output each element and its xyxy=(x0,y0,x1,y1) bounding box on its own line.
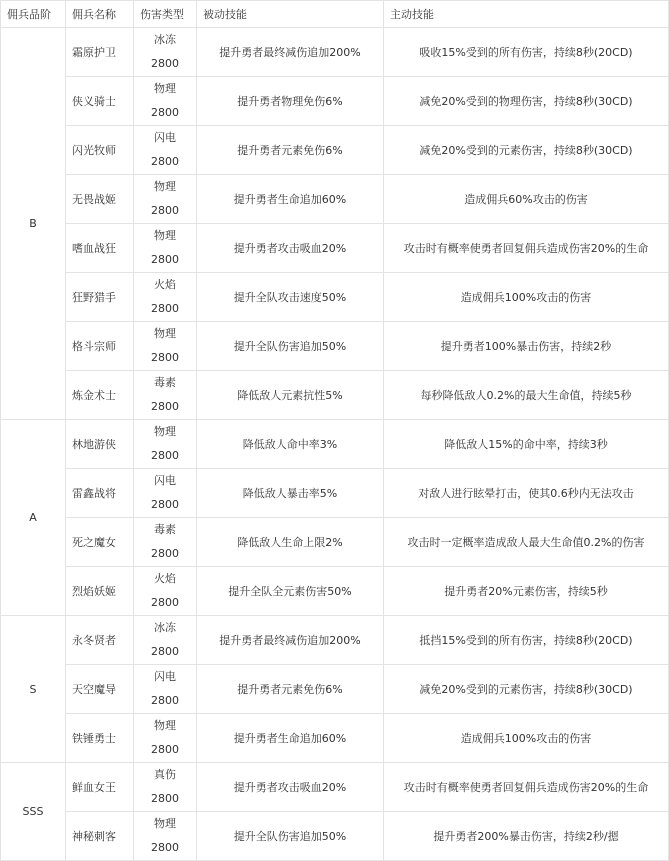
damage-type: 物理 xyxy=(154,82,176,95)
passive-skill: 提升勇者元素免伤6% xyxy=(197,126,384,175)
active-skill: 减免20%受到的元素伤害，持续8秒(30CD) xyxy=(384,126,669,175)
mercenary-name: 永冬贤者 xyxy=(66,616,134,665)
active-skill: 吸收15%受到的所有伤害，持续8秒(20CD) xyxy=(384,28,669,77)
damage-cell xyxy=(134,763,197,812)
passive-skill: 提升全队全元素伤害50% xyxy=(197,567,384,616)
mercenary-name: 死之魔女 xyxy=(66,518,134,567)
header-rank: 佣兵品阶 xyxy=(1,1,66,28)
passive-skill: 提升勇者元素免伤6% xyxy=(197,665,384,714)
passive-skill: 降低敌人生命上限2% xyxy=(197,518,384,567)
damage-value: 2800 xyxy=(151,57,179,70)
mercenary-name: 烈焰妖姬 xyxy=(66,567,134,616)
table-row xyxy=(1,469,669,518)
damage-type: 物理 xyxy=(154,229,176,242)
active-skill: 造成佣兵60%攻击的伤害 xyxy=(384,175,669,224)
damage-value: 2800 xyxy=(151,694,179,707)
damage-value: 2800 xyxy=(151,253,179,266)
rank-cell: A xyxy=(1,420,66,616)
passive-skill: 降低敌人暴击率5% xyxy=(197,469,384,518)
table-row xyxy=(1,763,669,812)
passive-skill: 提升勇者生命追加60% xyxy=(197,714,384,763)
table-row xyxy=(1,420,669,469)
table-row xyxy=(1,812,669,861)
mercenary-name: 雷鑫战将 xyxy=(66,469,134,518)
damage-cell xyxy=(134,665,197,714)
damage-value: 2800 xyxy=(151,498,179,511)
table-row xyxy=(1,175,669,224)
passive-skill: 提升全队伤害追加50% xyxy=(197,812,384,861)
mercenary-name: 炼金术士 xyxy=(66,371,134,420)
passive-skill: 提升全队攻击速度50% xyxy=(197,273,384,322)
damage-cell xyxy=(134,714,197,763)
damage-value: 2800 xyxy=(151,449,179,462)
damage-type: 冰冻 xyxy=(154,621,176,634)
header-row xyxy=(1,1,669,28)
damage-cell xyxy=(134,126,197,175)
damage-type: 物理 xyxy=(154,180,176,193)
active-skill: 降低敌人15%的命中率，持续3秒 xyxy=(384,420,669,469)
mercenary-name: 霜原护卫 xyxy=(66,28,134,77)
damage-cell xyxy=(134,616,197,665)
damage-cell xyxy=(134,371,197,420)
active-skill: 提升勇者200%暴击伤害，持续2秒/摁 xyxy=(384,812,669,861)
active-skill: 提升勇者100%暴击伤害，持续2秒 xyxy=(384,322,669,371)
passive-skill: 提升勇者最终减伤追加200% xyxy=(197,28,384,77)
damage-cell xyxy=(134,28,197,77)
mercenary-name: 铁锤勇士 xyxy=(66,714,134,763)
mercenary-name: 林地游侠 xyxy=(66,420,134,469)
active-skill: 每秒降低敌人0.2%的最大生命值，持续5秒 xyxy=(384,371,669,420)
active-skill: 抵挡15%受到的所有伤害，持续8秒(20CD) xyxy=(384,616,669,665)
damage-cell xyxy=(134,812,197,861)
damage-value: 2800 xyxy=(151,645,179,658)
table-row xyxy=(1,322,669,371)
passive-skill: 提升全队伤害追加50% xyxy=(197,322,384,371)
header-passive-skill: 被动技能 xyxy=(197,1,384,28)
mercenary-name: 嗜血战狂 xyxy=(66,224,134,273)
damage-type: 火焰 xyxy=(154,572,176,585)
damage-type: 真伤 xyxy=(154,768,176,781)
mercenary-name: 无畏战姬 xyxy=(66,175,134,224)
damage-value: 2800 xyxy=(151,547,179,560)
passive-skill: 提升勇者攻击吸血20% xyxy=(197,763,384,812)
mercenary-name: 狂野猎手 xyxy=(66,273,134,322)
active-skill: 攻击时有概率使勇者回复佣兵造成伤害20%的生命 xyxy=(384,224,669,273)
passive-skill: 提升勇者最终减伤追加200% xyxy=(197,616,384,665)
damage-cell xyxy=(134,175,197,224)
damage-value: 2800 xyxy=(151,596,179,609)
passive-skill: 提升勇者生命追加60% xyxy=(197,175,384,224)
table-row xyxy=(1,77,669,126)
table-row xyxy=(1,224,669,273)
mercenary-name: 格斗宗师 xyxy=(66,322,134,371)
damage-type: 闪电 xyxy=(154,474,176,487)
damage-cell xyxy=(134,469,197,518)
damage-type: 闪电 xyxy=(154,131,176,144)
damage-value: 2800 xyxy=(151,106,179,119)
damage-value: 2800 xyxy=(151,302,179,315)
damage-value: 2800 xyxy=(151,155,179,168)
passive-skill: 降低敌人命中率3% xyxy=(197,420,384,469)
damage-type: 物理 xyxy=(154,719,176,732)
table-row xyxy=(1,126,669,175)
damage-type: 毒素 xyxy=(154,523,176,536)
rank-cell: SSS xyxy=(1,763,66,861)
damage-cell xyxy=(134,224,197,273)
damage-value: 2800 xyxy=(151,743,179,756)
damage-value: 2800 xyxy=(151,351,179,364)
damage-type: 火焰 xyxy=(154,278,176,291)
table-row xyxy=(1,28,669,77)
damage-cell xyxy=(134,567,197,616)
damage-type: 冰冻 xyxy=(154,33,176,46)
header-active-skill: 主动技能 xyxy=(384,1,669,28)
damage-value: 2800 xyxy=(151,400,179,413)
damage-value: 2800 xyxy=(151,841,179,854)
table-row xyxy=(1,518,669,567)
active-skill: 对敌人进行眩晕打击，使其0.6秒内无法攻击 xyxy=(384,469,669,518)
rank-cell: B xyxy=(1,28,66,420)
mercenary-name: 闪光牧师 xyxy=(66,126,134,175)
table-body xyxy=(1,28,669,861)
active-skill: 减免20%受到的物理伤害，持续8秒(30CD) xyxy=(384,77,669,126)
passive-skill: 提升勇者物理免伤6% xyxy=(197,77,384,126)
mercenary-name: 侠义骑士 xyxy=(66,77,134,126)
table-row xyxy=(1,714,669,763)
passive-skill: 提升勇者攻击吸血20% xyxy=(197,224,384,273)
header-damage-type: 伤害类型 xyxy=(134,1,197,28)
damage-type: 毒素 xyxy=(154,376,176,389)
active-skill: 减免20%受到的元素伤害，持续8秒(30CD) xyxy=(384,665,669,714)
damage-cell xyxy=(134,77,197,126)
mercenary-name: 神秘刺客 xyxy=(66,812,134,861)
table-row xyxy=(1,371,669,420)
damage-value: 2800 xyxy=(151,792,179,805)
active-skill: 攻击时有概率使勇者回复佣兵造成伤害20%的生命 xyxy=(384,763,669,812)
damage-type: 物理 xyxy=(154,425,176,438)
damage-type: 物理 xyxy=(154,817,176,830)
damage-cell xyxy=(134,518,197,567)
table-row xyxy=(1,567,669,616)
active-skill: 提升勇者20%元素伤害，持续5秒 xyxy=(384,567,669,616)
mercenary-name: 天空魔导 xyxy=(66,665,134,714)
active-skill: 造成佣兵100%攻击的伤害 xyxy=(384,273,669,322)
table-row xyxy=(1,616,669,665)
damage-type: 闪电 xyxy=(154,670,176,683)
table-row xyxy=(1,273,669,322)
header-name: 佣兵名称 xyxy=(66,1,134,28)
damage-cell xyxy=(134,322,197,371)
active-skill: 造成佣兵100%攻击的伤害 xyxy=(384,714,669,763)
damage-cell xyxy=(134,420,197,469)
passive-skill: 降低敌人元素抗性5% xyxy=(197,371,384,420)
damage-type: 物理 xyxy=(154,327,176,340)
damage-cell xyxy=(134,273,197,322)
table-row xyxy=(1,665,669,714)
mercenary-name: 鲜血女王 xyxy=(66,763,134,812)
rank-cell: S xyxy=(1,616,66,763)
damage-value: 2800 xyxy=(151,204,179,217)
active-skill: 攻击时一定概率造成敌人最大生命值0.2%的伤害 xyxy=(384,518,669,567)
